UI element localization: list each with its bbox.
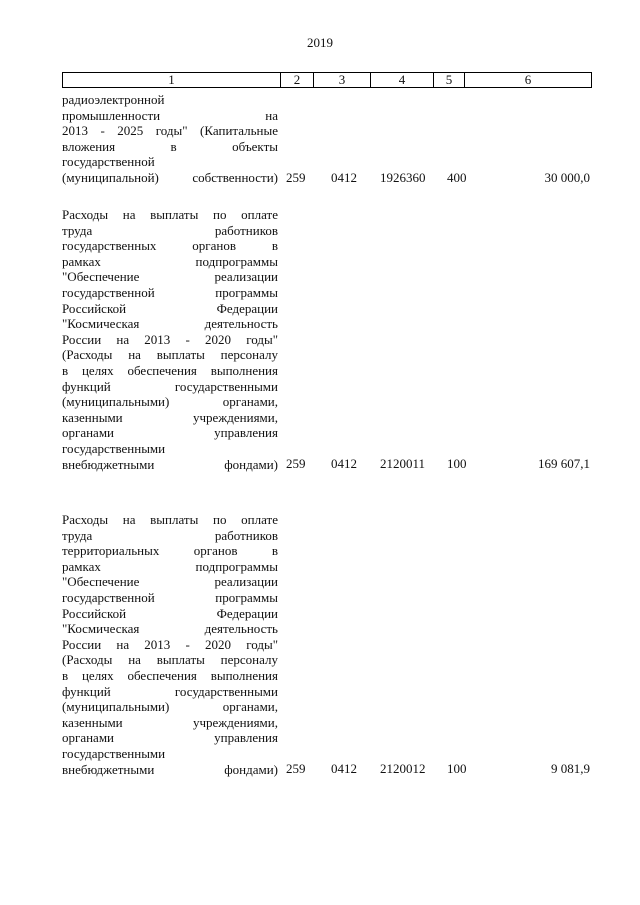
row-sum: 30 000,0 bbox=[544, 170, 590, 185]
description-line: (муниципальными) органами, bbox=[62, 699, 278, 715]
description-line: России на 2013 - 2020 годы" bbox=[62, 636, 278, 652]
header-col-3: 3 bbox=[314, 73, 371, 87]
description-line: "Космическая деятельность bbox=[62, 316, 278, 332]
description-line: территориальных органов в bbox=[62, 543, 278, 559]
description-line: труда работников bbox=[62, 527, 278, 543]
row-grbs: 259 bbox=[286, 761, 306, 776]
row-razdel: 0412 bbox=[331, 170, 357, 185]
description-line: "Космическая деятельность bbox=[62, 621, 278, 637]
description-line: труда работников bbox=[62, 222, 278, 238]
description-line: "Обеспечение реализации bbox=[62, 574, 278, 590]
row-csr: 2120012 bbox=[380, 761, 426, 776]
header-col-5: 5 bbox=[434, 73, 465, 87]
description-line: функций государственными bbox=[62, 378, 278, 394]
row-vr: 100 bbox=[447, 456, 467, 471]
header-col-2: 2 bbox=[281, 73, 314, 87]
description-line: казенными учреждениями, bbox=[62, 714, 278, 730]
header-col-6: 6 bbox=[524, 72, 532, 87]
description-line: промышленности на bbox=[62, 107, 278, 123]
description-line: государственной программы bbox=[62, 284, 278, 300]
description-line: органами управления bbox=[62, 730, 278, 746]
description-line: "Обеспечение реализации bbox=[62, 269, 278, 285]
description-line: Российской Федерации bbox=[62, 605, 278, 621]
page-number: 2019 bbox=[307, 35, 333, 50]
description-line: Расходы на выплаты по оплате bbox=[62, 512, 278, 527]
description-line: органами управления bbox=[62, 425, 278, 441]
description-line: внебюджетными фондами) bbox=[62, 761, 278, 777]
description-line: (Расходы на выплаты персоналу bbox=[62, 347, 278, 363]
description-line: рамках подпрограммы bbox=[62, 253, 278, 269]
table-row bbox=[62, 92, 592, 186]
description-line: радиоэлектронной bbox=[62, 92, 165, 107]
row-sum: 9 081,9 bbox=[551, 761, 590, 776]
description-line: вложения в объекты bbox=[62, 138, 278, 154]
header-col-1: 1 bbox=[63, 73, 281, 87]
description-line: (муниципальной) собственности) bbox=[62, 169, 278, 185]
row-description bbox=[62, 512, 278, 777]
description-line: (муниципальными) органами, bbox=[62, 394, 278, 410]
table-header bbox=[62, 72, 592, 88]
description-line: Российской Федерации bbox=[62, 300, 278, 316]
table-row bbox=[62, 512, 592, 777]
description-line: казенными учреждениями, bbox=[62, 409, 278, 425]
row-grbs: 259 bbox=[286, 456, 306, 471]
description-line: России на 2013 - 2020 годы" bbox=[62, 331, 278, 347]
row-csr: 2120011 bbox=[380, 456, 426, 471]
row-sum: 169 607,1 bbox=[538, 456, 590, 471]
description-line: в целях обеспечения выполнения bbox=[62, 667, 278, 683]
description-line: государственными bbox=[62, 745, 166, 761]
description-line: государственными bbox=[62, 440, 166, 456]
row-csr: 1926360 bbox=[380, 170, 426, 185]
description-line: (Расходы на выплаты персоналу bbox=[62, 652, 278, 668]
description-line: в целях обеспечения выполнения bbox=[62, 362, 278, 378]
description-line: государственных органов в bbox=[62, 238, 278, 254]
description-line: государственной bbox=[62, 154, 155, 170]
row-grbs: 259 bbox=[286, 170, 306, 185]
description-line: внебюджетными фондами) bbox=[62, 456, 278, 472]
description-line: государственной программы bbox=[62, 589, 278, 605]
header-col-4: 4 bbox=[371, 73, 434, 87]
table-row bbox=[62, 207, 592, 472]
description-line: функций государственными bbox=[62, 683, 278, 699]
description-line: рамках подпрограммы bbox=[62, 558, 278, 574]
row-vr: 100 bbox=[447, 761, 467, 776]
description-line: Расходы на выплаты по оплате bbox=[62, 207, 278, 222]
row-vr: 400 bbox=[447, 170, 467, 185]
row-description bbox=[62, 207, 278, 472]
row-razdel: 0412 bbox=[331, 761, 357, 776]
description-line: 2013 - 2025 годы" (Капитальные bbox=[62, 123, 278, 139]
row-razdel: 0412 bbox=[331, 456, 357, 471]
